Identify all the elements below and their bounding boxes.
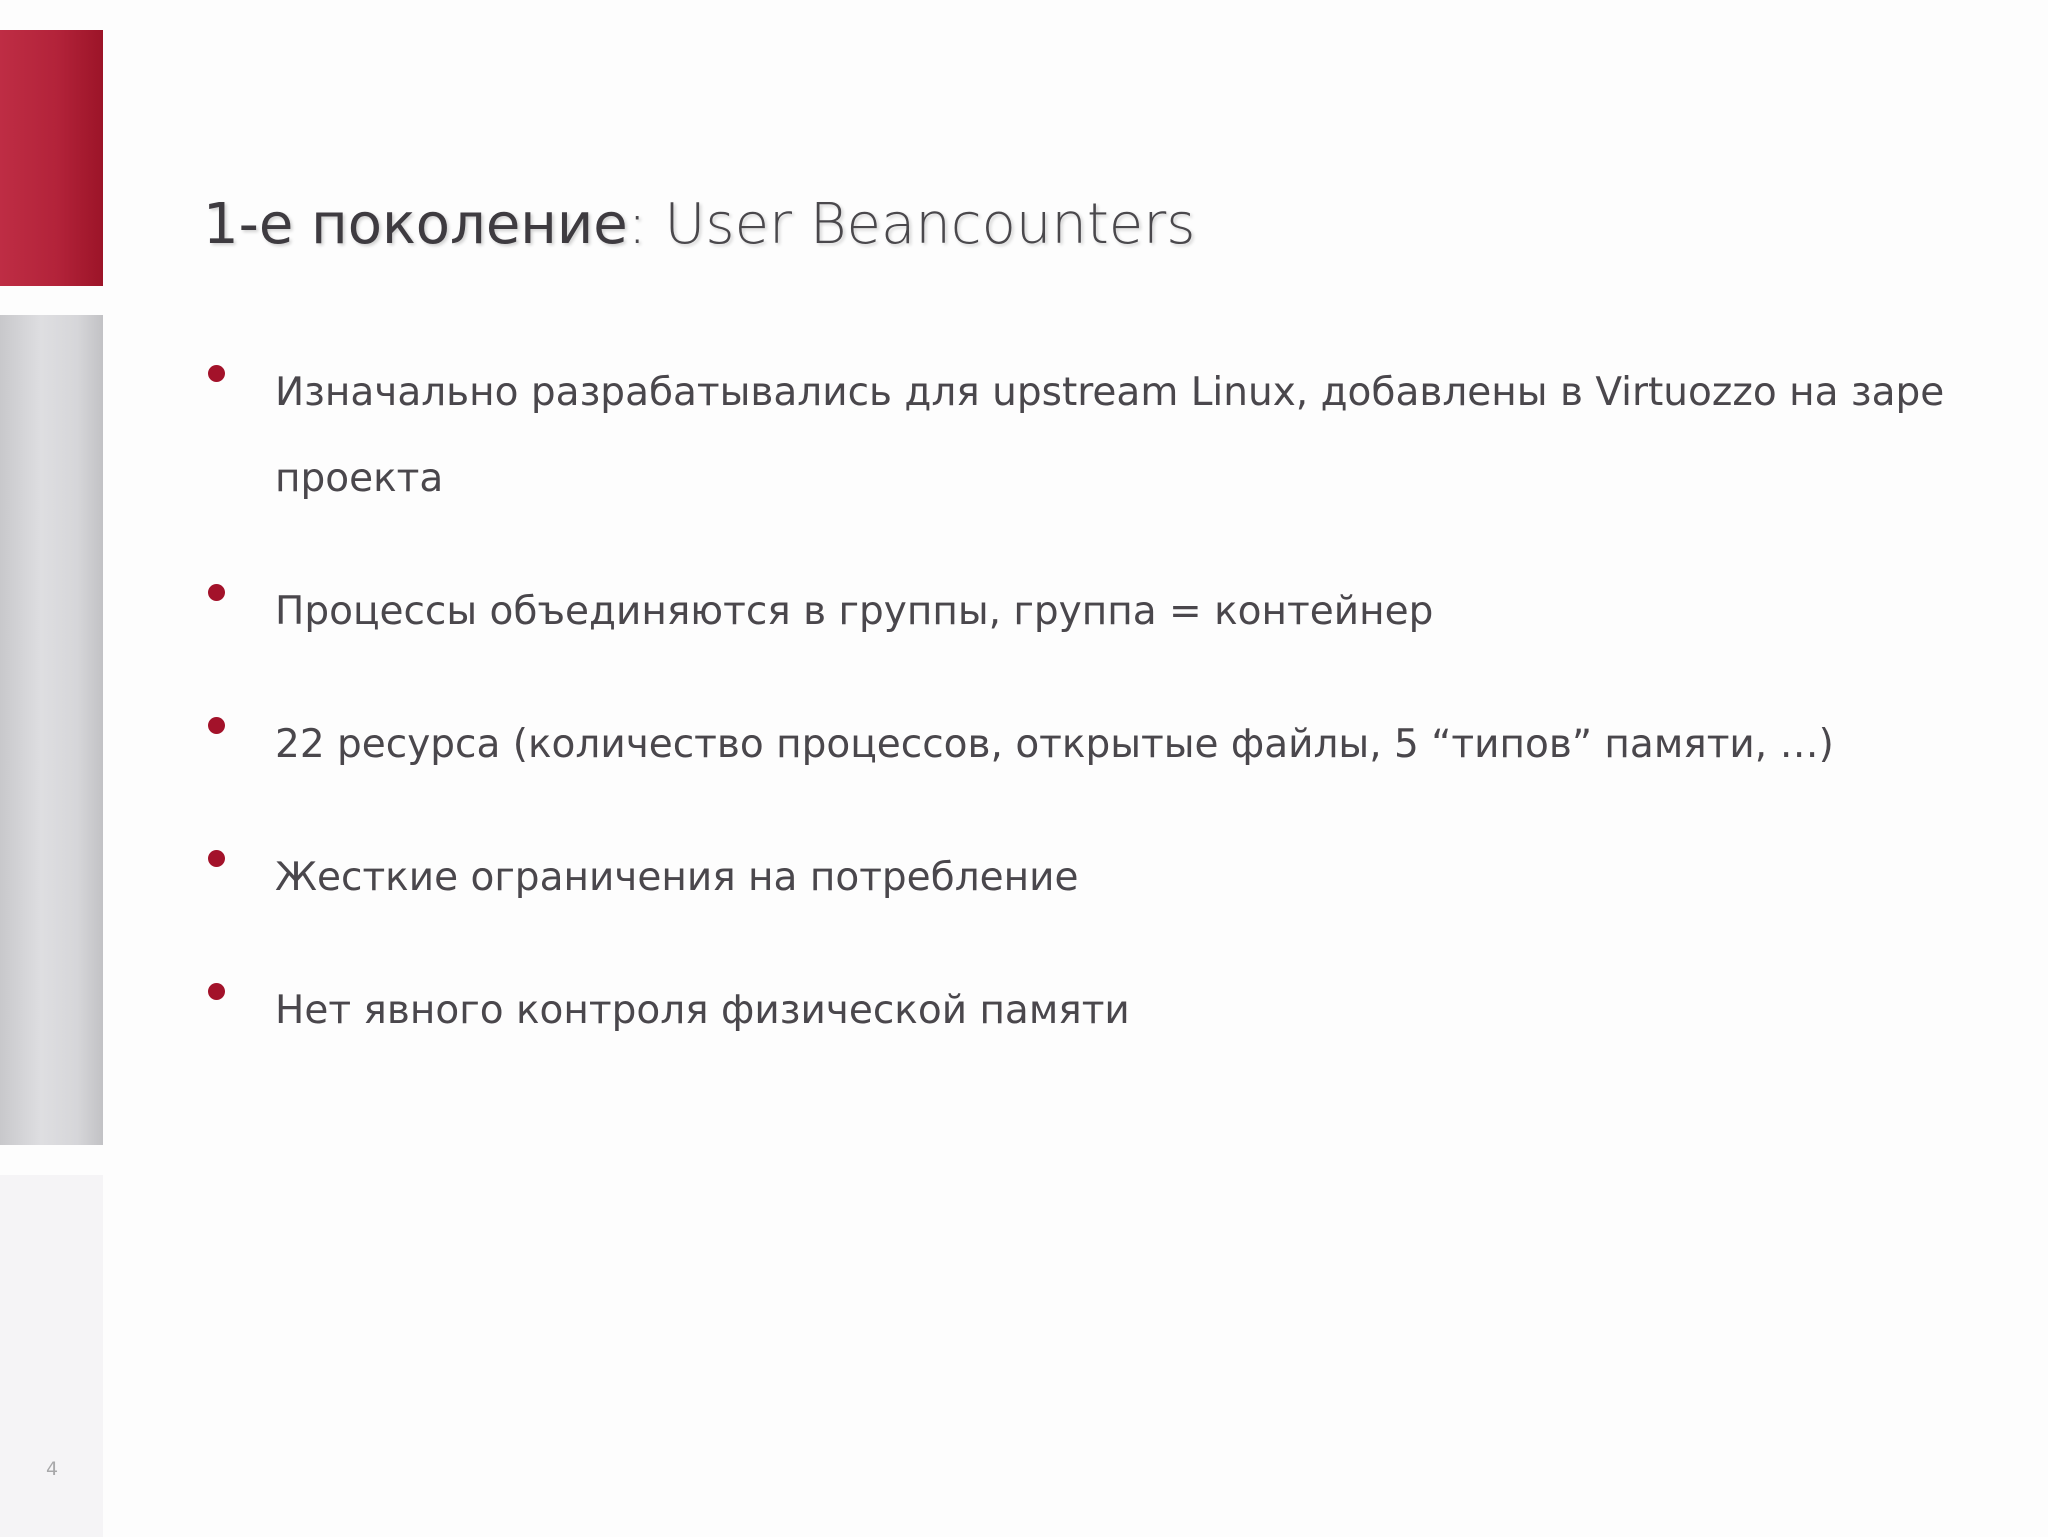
bullet-dot-icon (208, 717, 225, 734)
accent-bar-light (0, 1175, 103, 1537)
slide-title-rest: : User Beancounters (627, 192, 1196, 257)
bullet-item (203, 968, 2003, 1054)
bullet-item (203, 835, 2003, 921)
bullet-item (203, 350, 2003, 522)
bullet-dot-icon (208, 584, 225, 601)
accent-bar-grey (0, 315, 103, 1145)
accent-bar-red (0, 30, 103, 286)
bullet-text: Жесткие ограничения на потребление (275, 855, 1079, 900)
slide-title-bold: 1-е поколение (203, 192, 628, 257)
bullet-text: Процессы объединяются в группы, группа = контейнер (275, 589, 1434, 634)
bullet-text: Изначально разрабатывались для upstream Linux, добавлены в Virtuozzo на заре проекта (275, 370, 1945, 501)
bullet-dot-icon (208, 983, 225, 1000)
bullet-item (203, 569, 2003, 655)
bullet-dot-icon (208, 365, 225, 382)
bullet-item (203, 702, 2003, 788)
bullet-dot-icon (208, 850, 225, 867)
page-number: 4 (46, 1458, 59, 1480)
slide-title (203, 190, 1195, 260)
bullet-text: Нет явного контроля физической памяти (275, 988, 1130, 1033)
bullet-text: 22 ресурса (количество процессов, открытые файлы, 5 “типов” памяти, …) (275, 722, 1834, 767)
bullet-list (203, 350, 2003, 1101)
